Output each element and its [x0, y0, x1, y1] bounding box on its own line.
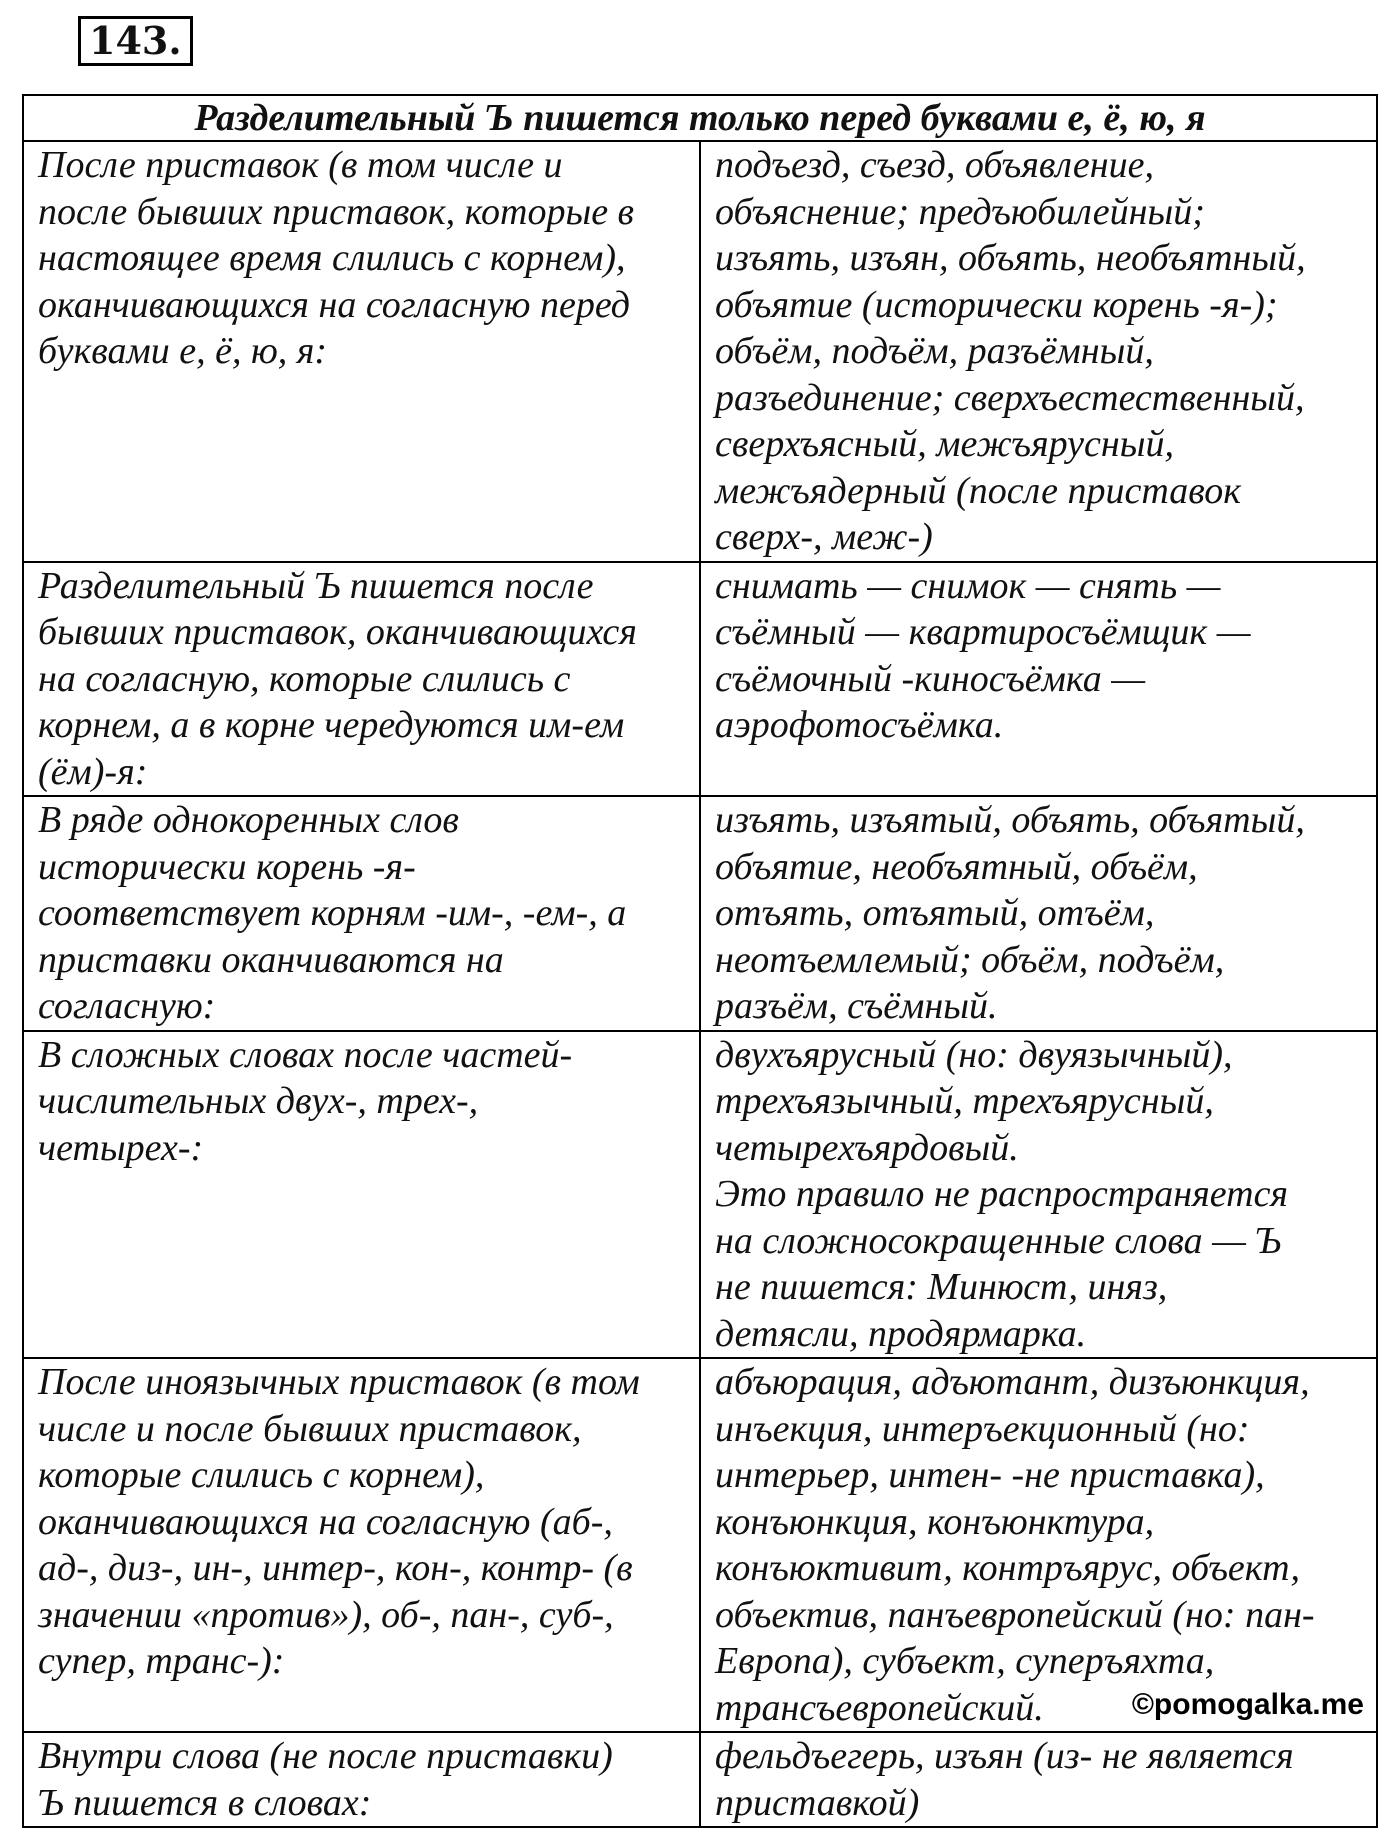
rule-examples-cell — [700, 1732, 1377, 1827]
example-line: конъюктивит, контръярус, объект, — [715, 1547, 1300, 1589]
example-line: трансъевропейский. — [715, 1686, 1044, 1729]
rule-line: четырех-: — [38, 1126, 204, 1169]
table-row — [23, 1031, 1377, 1359]
example-line: конъюнкция, конъюнктура, — [715, 1500, 1155, 1543]
table-header: Разделительный Ъ пишется только перед буквами е, ё, ю, я — [23, 95, 1377, 141]
rule-line: корнем, а в корне чередуются им-ем — [38, 704, 625, 746]
rule-line: Ъ пишется в словах: — [38, 1781, 372, 1824]
rule-examples-cell — [700, 141, 1377, 562]
table-row — [23, 562, 1377, 797]
example-line: сверхъясный, межъярусный, — [715, 423, 1174, 465]
table-header-row — [23, 95, 1377, 141]
rule-line: Внутри слова (не после приставки) — [38, 1735, 613, 1777]
example-line: объятие (исторически корень -я-); — [715, 283, 1278, 326]
example-line: приставкой) — [715, 1781, 920, 1824]
rules-table — [22, 94, 1378, 1828]
example-line: на сложносокращенные слова — Ъ — [715, 1219, 1282, 1262]
rule-examples-cell — [700, 562, 1377, 797]
example-line: разъём, съёмный. — [715, 985, 998, 1027]
rule-description-cell — [23, 1358, 700, 1732]
example-line: абъюрация, адъютант, дизъюнкция, — [715, 1361, 1310, 1403]
rule-line: (ём)-я: — [38, 750, 148, 793]
rule-line: согласную: — [38, 985, 216, 1027]
rule-description-cell — [23, 1732, 700, 1827]
rule-line: супер, транс-): — [38, 1640, 285, 1682]
example-line: межъядерный (после приставок — [715, 469, 1241, 512]
rule-line: числительных двух-, трех-, — [38, 1080, 479, 1122]
rule-line: приставки оканчиваются на — [38, 938, 504, 981]
example-line: детясли, продярмарка. — [715, 1312, 1087, 1355]
example-line: четырехъярдовый. — [715, 1126, 1019, 1169]
rule-line: После иноязычных приставок (в том — [38, 1361, 640, 1403]
watermark-logo: ©pomogalka.me — [1131, 1688, 1364, 1721]
exercise-number: 143. — [78, 16, 193, 66]
rule-line: бывших приставок, оканчивающихся — [38, 611, 637, 653]
rule-examples-cell — [700, 1031, 1377, 1359]
rule-line: После приставок (в том числе и — [38, 144, 563, 186]
example-line: Это правило не распространяется — [715, 1173, 1289, 1215]
example-line: изъять, изъятый, объять, объятый, — [715, 799, 1305, 841]
rule-line: исторически корень -я- — [38, 845, 416, 888]
example-line: интерьер, интен- -не приставка), — [715, 1454, 1265, 1496]
example-line: Европа), субъект, суперъяхта, — [715, 1640, 1215, 1682]
rule-line: В сложных словах после частей- — [38, 1033, 573, 1076]
example-line: разъединение; сверхъестественный, — [715, 376, 1305, 419]
rule-line: значении «против»), об-, пан-, суб-, — [38, 1593, 614, 1636]
example-line: трехъязычный, трехъярусный, — [715, 1080, 1214, 1122]
example-line: неотъемлемый; объём, подъём, — [715, 938, 1225, 981]
example-line: объектив, панъевропейский (но: пан- — [715, 1593, 1315, 1636]
rule-description-cell — [23, 1031, 700, 1359]
rule-line: буквами е, ё, ю, я: — [38, 330, 328, 372]
example-line: фельдъегерь, изъян (из- не является — [715, 1735, 1294, 1777]
example-line: объятие, необъятный, объём, — [715, 845, 1198, 888]
example-line: подъезд, съезд, объявление, — [715, 144, 1155, 186]
rule-line: после бывших приставок, которые в — [38, 190, 635, 233]
example-line: изъять, изъян, объять, необъятный, — [715, 237, 1306, 279]
rule-line: В ряде однокоренных слов — [38, 799, 459, 841]
rule-line: ад-, диз-, ин-, интер-, кон-, контр- (в — [38, 1547, 633, 1589]
rule-line: настоящее время слились с корнем), — [38, 237, 626, 279]
rule-line: на согласную, которые слились с — [38, 657, 571, 700]
example-line: аэрофотосъёмка. — [715, 704, 1004, 746]
example-line: двухъярусный (но: двуязычный), — [715, 1033, 1233, 1076]
example-line: снимать — снимок — снять — — [715, 564, 1221, 607]
rule-description-cell — [23, 796, 700, 1031]
example-line: съёмный — квартиросъёмщик — — [715, 611, 1251, 653]
example-line: объяснение; предъюбилейный; — [715, 190, 1205, 233]
rule-line: оканчивающихся на согласную (аб-, — [38, 1500, 613, 1543]
rule-examples-cell — [700, 796, 1377, 1031]
rule-examples-cell — [700, 1358, 1377, 1732]
rule-line: оканчивающихся на согласную перед — [38, 283, 630, 326]
table-row — [23, 1732, 1377, 1827]
rule-line: Разделительный Ъ пишется после — [38, 564, 594, 607]
table-row — [23, 141, 1377, 562]
example-line: объём, подъём, разъёмный, — [715, 330, 1154, 372]
rule-line: числе и после бывших приставок, — [38, 1407, 582, 1450]
example-line: инъекция, интеръекционный (но: — [715, 1407, 1250, 1450]
example-line: не пишется: Минюст, иняз, — [715, 1266, 1168, 1308]
example-line: отъять, отъятый, отъём, — [715, 892, 1155, 934]
example-line: съёмочный -киносъёмка — — [715, 657, 1146, 700]
table-row — [23, 796, 1377, 1031]
rule-description-cell — [23, 141, 700, 562]
rule-line: соответствует корням -им-, -ем-, а — [38, 892, 627, 934]
table-row — [23, 1358, 1377, 1732]
rule-description-cell — [23, 562, 700, 797]
example-line: сверх-, меж-) — [715, 516, 933, 558]
rule-line: которые слились с корнем), — [38, 1454, 485, 1496]
